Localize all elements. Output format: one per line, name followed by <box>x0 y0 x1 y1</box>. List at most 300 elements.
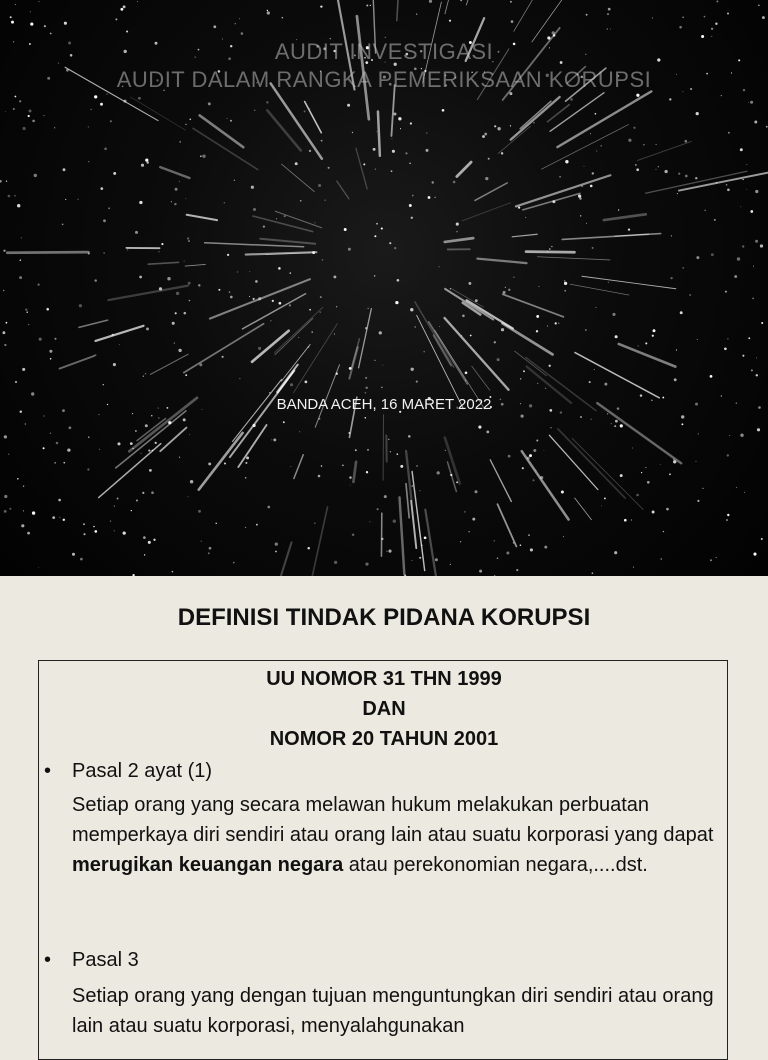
star-dot <box>227 254 229 256</box>
star-dot <box>696 256 699 259</box>
star-dot <box>336 373 338 375</box>
star-dot <box>69 426 72 429</box>
star-dot <box>258 297 261 300</box>
star-streak <box>269 542 291 576</box>
star-dot <box>26 311 28 313</box>
star-dot <box>551 246 553 248</box>
star-dot <box>144 554 145 555</box>
star-dot <box>123 5 126 8</box>
star-dot <box>253 298 255 300</box>
star-dot <box>442 109 445 112</box>
star-dot <box>39 338 42 341</box>
star-dot <box>161 243 163 245</box>
star-dot <box>755 190 758 193</box>
star-streak <box>619 344 676 367</box>
star-dot <box>15 381 17 383</box>
star-dot <box>314 222 315 223</box>
star-dot <box>527 457 530 460</box>
star-streak <box>275 211 321 228</box>
star-dot <box>366 5 368 7</box>
star-dot <box>727 454 729 456</box>
star-dot <box>189 434 190 435</box>
star-dot <box>460 0 461 1</box>
star-dot <box>595 307 596 308</box>
star-dot <box>110 120 112 122</box>
star-dot <box>522 467 524 469</box>
star-streak <box>406 484 409 518</box>
star-dot <box>333 275 336 278</box>
star-dot <box>494 575 495 576</box>
star-dot <box>241 32 244 35</box>
star-dot <box>391 138 392 139</box>
star-dot <box>376 131 377 132</box>
star-dot <box>136 499 138 501</box>
star-streak <box>267 110 301 150</box>
star-streak <box>378 112 380 156</box>
star-dot <box>726 184 728 186</box>
star-dot <box>117 442 120 445</box>
star-dot <box>138 97 141 100</box>
star-dot <box>753 266 754 267</box>
star-dot <box>680 311 683 314</box>
star-dot <box>282 17 284 19</box>
star-dot <box>179 181 180 182</box>
star-dot <box>586 14 588 16</box>
star-dot <box>168 421 171 424</box>
star-dot <box>37 283 39 285</box>
star-streak <box>160 428 186 452</box>
star-dot <box>319 418 321 420</box>
star-dot <box>590 133 591 134</box>
star-dot <box>655 169 656 170</box>
star-dot <box>135 430 137 432</box>
star-dot <box>382 365 383 366</box>
star-dot <box>374 360 375 361</box>
star-dot <box>95 279 97 281</box>
star-dot <box>348 432 350 434</box>
star-dot <box>208 462 211 465</box>
star-dot <box>681 423 683 425</box>
star-dot <box>594 369 595 370</box>
star-dot <box>88 437 89 438</box>
star-dot <box>146 161 148 163</box>
star-dot <box>88 126 89 127</box>
star-dot <box>564 282 567 285</box>
star-dot <box>267 11 270 14</box>
star-dot <box>755 240 758 243</box>
paragraph-text: Setiap orang yang secara melawan hukum melakukan perbuatan memperkaya diri sendiri atau orang lain atau suatu korporasi yang dapat <box>72 794 713 846</box>
star-dot <box>678 173 680 175</box>
star-streak <box>116 411 186 468</box>
star-dot <box>631 519 632 520</box>
star-streak <box>148 262 178 264</box>
star-dot <box>485 177 488 180</box>
star-dot <box>682 16 684 18</box>
star-dot <box>249 271 250 272</box>
star-dot <box>682 267 684 269</box>
star-dot <box>103 219 106 222</box>
star-dot <box>607 13 609 15</box>
star-dot <box>367 449 369 451</box>
star-dot <box>255 280 258 283</box>
star-dot <box>636 168 639 171</box>
star-dot <box>187 237 189 239</box>
star-dot <box>175 312 177 314</box>
star-dot <box>394 113 397 116</box>
star-streak <box>477 259 526 264</box>
star-dot <box>355 449 357 451</box>
star-dot <box>141 164 144 167</box>
star-dot <box>365 392 367 394</box>
star-streak <box>246 252 317 254</box>
star-dot <box>307 346 309 348</box>
star-dot <box>431 181 433 183</box>
star-dot <box>10 16 12 18</box>
star-dot <box>321 140 323 142</box>
star-dot <box>63 462 65 464</box>
star-dot <box>344 228 347 231</box>
star-dot <box>309 309 311 311</box>
star-dot <box>761 322 763 324</box>
star-streak <box>582 276 676 288</box>
star-streak <box>637 142 691 161</box>
star-dot <box>398 117 401 120</box>
star-dot <box>230 120 232 122</box>
star-dot <box>601 505 602 506</box>
star-dot <box>270 320 271 321</box>
star-dot <box>224 463 226 465</box>
star-dot <box>188 240 190 242</box>
star-dot <box>185 124 187 126</box>
star-dot <box>0 180 2 183</box>
star-dot <box>453 181 456 184</box>
star-dot <box>8 454 9 455</box>
star-dot <box>728 132 730 134</box>
star-streak <box>238 425 266 467</box>
star-dot <box>19 100 21 102</box>
star-dot <box>4 344 6 346</box>
star-dot <box>227 118 228 119</box>
star-dot <box>464 511 465 512</box>
star-dot <box>130 442 133 445</box>
star-dot <box>409 162 411 164</box>
star-dot <box>30 11 31 12</box>
star-dot <box>25 309 27 311</box>
star-streak <box>7 252 88 253</box>
star-dot <box>410 122 412 124</box>
star-dot <box>95 354 97 356</box>
star-dot <box>757 428 760 431</box>
star-dot <box>388 550 391 553</box>
star-dot <box>439 266 440 267</box>
star-streak <box>520 101 551 128</box>
star-dot <box>184 260 185 261</box>
star-dot <box>545 388 546 389</box>
star-dot <box>78 199 79 200</box>
star-dot <box>736 487 737 488</box>
star-dot <box>624 519 627 522</box>
star-dot <box>450 474 452 476</box>
star-dot <box>727 514 729 516</box>
star-dot <box>715 22 717 24</box>
star-dot <box>299 431 300 432</box>
star-dot <box>88 161 89 162</box>
star-dot <box>365 377 367 379</box>
star-dot <box>412 195 414 197</box>
star-dot <box>726 519 728 521</box>
star-dot <box>132 574 134 576</box>
star-dot <box>543 450 544 451</box>
star-dot <box>319 311 320 312</box>
star-dot <box>589 381 591 383</box>
star-dot <box>275 551 277 553</box>
star-dot <box>484 133 487 136</box>
star-dot <box>392 150 395 153</box>
star-streak <box>150 354 188 374</box>
star-dot <box>377 508 379 510</box>
star-dot <box>50 358 52 360</box>
star-dot <box>208 102 211 105</box>
star-dot <box>123 100 126 103</box>
star-dot <box>373 148 376 151</box>
star-streak <box>200 115 244 147</box>
star-dot <box>363 163 365 165</box>
star-dot <box>83 523 85 525</box>
star-dot <box>614 551 617 554</box>
star-dot <box>8 195 11 198</box>
star-dot <box>72 553 75 556</box>
star-dot <box>428 196 431 199</box>
star-dot <box>547 326 548 327</box>
star-dot <box>369 521 370 522</box>
star-dot <box>145 158 148 161</box>
star-dot <box>27 532 30 535</box>
star-dot <box>14 195 15 196</box>
star-streak <box>137 419 166 441</box>
star-dot <box>289 304 291 306</box>
star-dot <box>143 536 146 539</box>
star-dot <box>94 95 97 98</box>
star-dot <box>11 21 14 24</box>
star-streak <box>462 203 510 221</box>
section-title: DEFINISI TINDAK PIDANA KORUPSI <box>0 604 768 632</box>
star-dot <box>188 282 191 285</box>
star-dot <box>669 98 671 100</box>
star-dot <box>529 454 532 457</box>
star-dot <box>20 259 22 261</box>
star-dot <box>349 476 351 478</box>
star-dot <box>513 277 514 278</box>
star-streak <box>253 216 313 231</box>
star-dot <box>513 542 514 543</box>
star-dot <box>113 363 116 366</box>
star-dot <box>178 349 181 352</box>
star-dot <box>450 564 451 565</box>
star-dot <box>506 552 509 555</box>
star-dot <box>424 536 427 539</box>
star-dot <box>604 497 606 499</box>
star-dot <box>6 181 7 182</box>
star-dot <box>729 435 730 436</box>
star-dot <box>488 158 490 160</box>
star-dot <box>127 249 128 250</box>
star-dot <box>21 524 24 527</box>
star-dot <box>753 553 756 556</box>
star-streak <box>311 507 328 576</box>
star-dot <box>426 149 429 152</box>
star-dot <box>151 491 154 494</box>
star-dot <box>661 558 662 559</box>
star-dot <box>628 228 630 230</box>
star-dot <box>635 164 637 166</box>
star-dot <box>158 251 159 252</box>
bullet-icon: • <box>44 949 72 972</box>
star-dot <box>698 433 699 434</box>
star-dot <box>174 203 176 205</box>
star-dot <box>585 329 586 330</box>
star-dot <box>564 280 565 281</box>
star-streak <box>646 171 747 193</box>
star-dot <box>218 289 220 291</box>
star-dot <box>79 304 82 307</box>
star-streak <box>526 252 574 253</box>
star-dot <box>391 170 393 172</box>
star-dot <box>309 150 311 152</box>
star-dot <box>632 448 633 449</box>
star-streak <box>417 315 464 408</box>
star-dot <box>561 490 564 493</box>
star-dot <box>198 510 201 513</box>
star-dot <box>117 498 119 500</box>
star-dot <box>112 334 114 336</box>
star-dot <box>716 0 718 2</box>
star-dot <box>38 1 39 2</box>
star-dot <box>184 312 187 315</box>
slide-title-line-1: AUDIT INVESTIGASI <box>0 38 768 66</box>
star-dot <box>254 110 255 111</box>
star-dot <box>63 168 66 171</box>
star-dot <box>636 94 639 97</box>
star-dot <box>245 462 247 464</box>
star-streak <box>572 438 643 509</box>
star-dot <box>366 471 368 473</box>
star-streak <box>575 498 592 520</box>
star-dot <box>320 5 322 7</box>
star-dot <box>474 490 477 493</box>
star-dot <box>388 439 390 441</box>
star-streak <box>160 167 189 178</box>
star-dot <box>384 495 387 498</box>
star-dot <box>94 530 97 533</box>
star-streak <box>445 289 493 320</box>
star-dot <box>641 472 642 473</box>
star-dot <box>253 424 256 427</box>
star-dot <box>547 251 548 252</box>
star-dot <box>267 506 270 509</box>
star-dot <box>123 531 126 534</box>
star-dot <box>334 333 335 334</box>
star-dot <box>253 208 256 211</box>
star-streak <box>356 148 367 189</box>
star-dot <box>540 476 543 479</box>
star-dot <box>148 450 150 452</box>
star-dot <box>740 206 741 207</box>
star-dot <box>235 23 236 24</box>
star-dot <box>295 162 298 165</box>
star-dot <box>696 461 697 462</box>
star-dot <box>714 219 716 221</box>
star-dot <box>727 188 730 191</box>
star-dot <box>278 267 281 270</box>
star-dot <box>300 200 302 202</box>
star-dot <box>284 215 286 217</box>
star-dot <box>656 144 657 145</box>
star-dot <box>505 287 506 288</box>
star-dot <box>104 148 107 151</box>
star-streak <box>281 344 310 381</box>
star-dot <box>711 28 713 30</box>
star-dot <box>671 235 672 236</box>
star-dot <box>716 182 718 184</box>
star-dot <box>135 231 138 234</box>
star-dot <box>607 413 608 414</box>
star-dot <box>149 469 152 472</box>
star-dot <box>13 108 15 110</box>
star-streak <box>537 257 610 260</box>
star-dot <box>761 538 763 540</box>
star-dot <box>152 450 153 451</box>
star-dot <box>393 520 396 523</box>
slide-title-line-2: AUDIT DALAM RANGKA PEMERIKSAAN KORUPSI <box>0 66 768 94</box>
star-streak <box>281 164 314 192</box>
star-dot <box>760 244 763 247</box>
star-streak <box>305 102 322 133</box>
star-dot <box>564 290 566 292</box>
star-dot <box>279 302 282 305</box>
star-dot <box>139 201 142 204</box>
star-dot <box>423 351 425 353</box>
bullet-label: Pasal 3 <box>72 949 139 971</box>
star-dot <box>645 342 647 344</box>
star-streak <box>472 366 490 390</box>
star-dot <box>151 415 152 416</box>
star-dot <box>695 177 697 179</box>
star-dot <box>233 562 235 564</box>
star-dot <box>756 357 757 358</box>
paragraph-text: atau perekonomian negara,....dst. <box>343 854 648 876</box>
star-dot <box>674 378 677 381</box>
star-dot <box>189 118 191 120</box>
bullet-paragraph-pasal-2 <box>72 790 722 880</box>
law-line-3: NOMOR 20 TAHUN 2001 <box>0 724 768 754</box>
star-dot <box>664 170 667 173</box>
star-dot <box>750 101 753 104</box>
star-dot <box>762 16 765 19</box>
star-dot <box>608 8 611 11</box>
star-dot <box>421 544 423 546</box>
star-dot <box>716 557 717 558</box>
star-dot <box>54 127 55 128</box>
star-streak <box>575 353 659 398</box>
star-dot <box>660 464 661 465</box>
star-dot <box>172 571 174 573</box>
star-dot <box>376 223 378 225</box>
star-dot <box>673 459 675 461</box>
star-dot <box>38 567 39 568</box>
slide-title <box>0 38 768 94</box>
star-dot <box>311 331 313 333</box>
star-dot <box>468 531 469 532</box>
